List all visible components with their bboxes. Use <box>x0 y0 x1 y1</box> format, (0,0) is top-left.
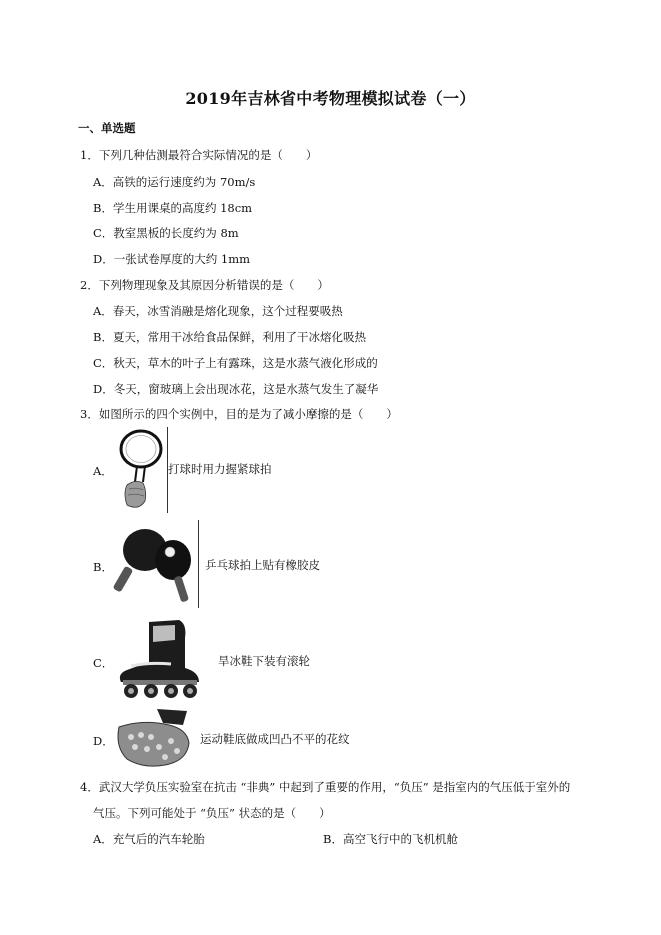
question-3-option-c-label: C． <box>93 656 114 670</box>
question-1-option-b: B．学生用课桌的高度约 18cm <box>93 201 253 215</box>
question-1-option-a: A．高铁的运行速度约为 70m/s <box>93 175 256 189</box>
question-3-option-a-caption: 打球时用力握紧球拍 <box>168 462 272 476</box>
question-2-option-d: D．冬天，窗玻璃上会出现冰花，这是水蒸气发生了凝华 <box>93 382 379 396</box>
question-4-stem-line-1: 4．武汉大学负压实验室在抗击 “非典” 中起到了重要的作用，“负压” 是指室内的气压低于室外的 <box>80 780 571 794</box>
question-1-option-d: D．一张试卷厚度的大约 1mm <box>93 252 251 266</box>
question-4-option-b: B．高空飞行中的飞机机舱 <box>323 832 458 846</box>
shoe-sole-icon <box>113 707 193 769</box>
question-2-option-c: C．秋天，草木的叶子上有露珠，这是水蒸气液化形成的 <box>93 356 378 370</box>
question-2-option-a: A．春天，冰雪消融是熔化现象，这个过程要吸热 <box>93 304 343 318</box>
question-1-option-c: C．教室黑板的长度约为 8m <box>93 226 239 240</box>
question-4-option-a: A．充气后的汽车轮胎 <box>93 832 205 846</box>
section-heading: 一、单选题 <box>78 121 136 135</box>
tennis-racket-icon <box>113 427 171 513</box>
image-frame-divider <box>198 520 199 608</box>
question-1-stem: 1．下列几种估测最符合实际情况的是（ ） <box>80 148 318 162</box>
ping-pong-paddle-icon <box>113 520 199 608</box>
document-title: 2019年吉林省中考物理模拟试卷（一） <box>185 89 476 108</box>
question-3-option-c-caption: 旱冰鞋下装有滚轮 <box>218 654 310 668</box>
question-4-stem-line-2: 气压。下列可能处于 “负压” 状态的是（ ） <box>93 806 331 820</box>
question-3-option-b-label: B． <box>93 560 113 574</box>
question-3-option-d-label: D． <box>93 734 114 748</box>
question-3-option-b-caption: 乒乓球拍上贴有橡胶皮 <box>205 558 320 572</box>
roller-skate-icon <box>113 616 203 702</box>
question-3-stem: 3．如图所示的四个实例中，目的是为了减小摩擦的是（ ） <box>80 407 398 421</box>
question-2-option-b: B．夏天，常用干冰给食品保鲜，利用了干冰熔化吸热 <box>93 330 366 344</box>
question-2-stem: 2．下列物理现象及其原因分析错误的是（ ） <box>80 278 329 292</box>
question-3-option-a-label: A． <box>93 464 113 478</box>
question-3-option-d-caption: 运动鞋底做成凹凸不平的花纹 <box>200 732 350 746</box>
